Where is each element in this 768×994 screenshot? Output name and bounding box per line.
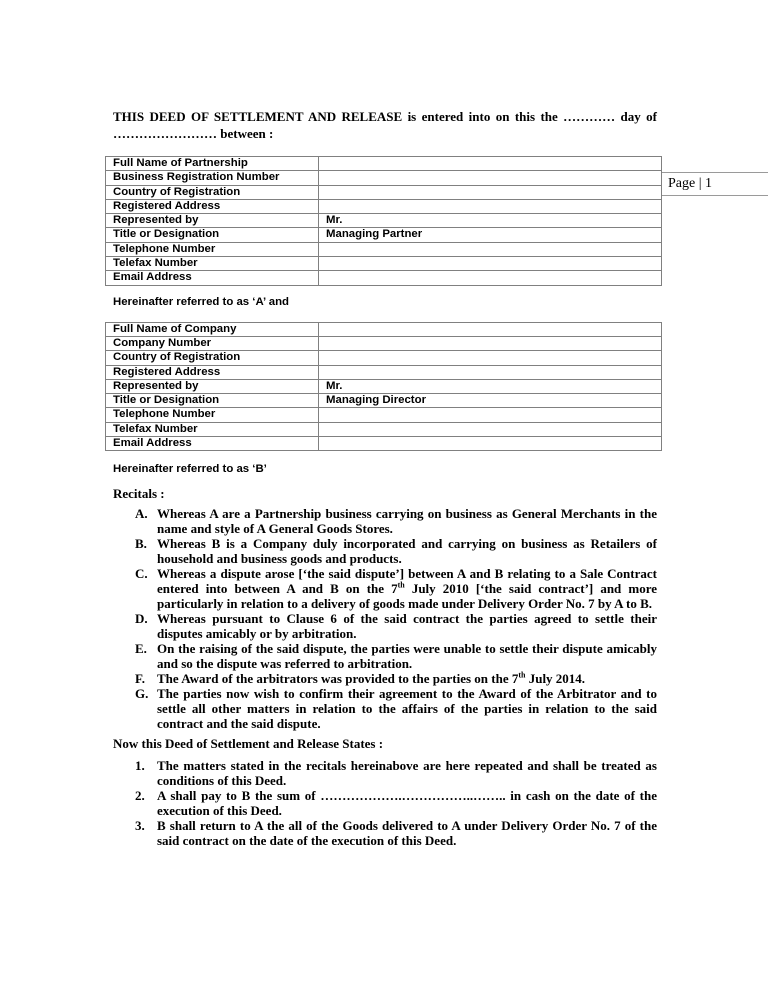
field-label: Company Number xyxy=(106,336,319,350)
recitals-list xyxy=(113,506,657,731)
list-marker: C. xyxy=(135,566,148,582)
field-label: Country of Registration xyxy=(106,185,319,199)
party-a-referred: Hereinafter referred to as ‘A’ and xyxy=(113,295,289,308)
list-marker: E. xyxy=(135,641,147,657)
list-text: Whereas A are a Partnership business carrying on business as General Merchants in the name and style of A General Goods Stores. xyxy=(157,506,657,537)
list-marker: 2. xyxy=(135,788,145,804)
list-text: B shall return to A the all of the Goods delivered to A under Delivery Order No. 7 of the said contract on the date of the execution of this Deed. xyxy=(157,818,657,849)
field-label: Registered Address xyxy=(106,199,319,213)
list-marker: 1. xyxy=(135,758,145,774)
field-label: Email Address xyxy=(106,437,319,451)
field-label: Title or Designation xyxy=(106,228,319,242)
field-label: Represented by xyxy=(106,214,319,228)
list-text: The matters stated in the recitals hereinabove are here repeated and shall be treated as conditions of this Deed. xyxy=(157,758,657,789)
field-label: Represented by xyxy=(106,379,319,393)
table-row xyxy=(106,408,662,422)
clause-item xyxy=(113,818,657,848)
table-row xyxy=(106,242,662,256)
field-value: Mr. xyxy=(319,379,662,393)
field-value: Mr. xyxy=(319,214,662,228)
table-row xyxy=(106,171,662,185)
field-value xyxy=(319,257,662,271)
field-value xyxy=(319,365,662,379)
recital-item xyxy=(113,671,657,686)
recital-item xyxy=(113,536,657,566)
table-row xyxy=(106,214,662,228)
field-value xyxy=(319,242,662,256)
field-label: Telephone Number xyxy=(106,408,319,422)
states-heading: Now this Deed of Settlement and Release States : xyxy=(113,736,384,752)
list-marker: B. xyxy=(135,536,147,552)
table-row xyxy=(106,336,662,350)
list-text: A shall pay to B the sum of ……………….……………..…….. in cash on the date of the execution of this Deed. xyxy=(157,788,657,819)
table-row xyxy=(106,228,662,242)
list-marker: G. xyxy=(135,686,149,702)
list-text: Whereas B is a Company duly incorporated and carrying on business as Retailers of household and business goods and products. xyxy=(157,536,657,567)
page-number-tag xyxy=(662,172,768,196)
table-row xyxy=(106,422,662,436)
field-value xyxy=(319,351,662,365)
field-value xyxy=(319,171,662,185)
recital-item xyxy=(113,566,657,611)
party-b-referred: Hereinafter referred to as ‘B’ xyxy=(113,463,267,476)
recitals-heading: Recitals : xyxy=(113,486,165,502)
page-number: Page | 1 xyxy=(668,176,713,191)
field-value xyxy=(319,322,662,336)
field-value: Managing Partner xyxy=(319,228,662,242)
recital-item xyxy=(113,611,657,641)
field-value xyxy=(319,422,662,436)
field-label: Country of Registration xyxy=(106,351,319,365)
field-value xyxy=(319,437,662,451)
table-row xyxy=(106,257,662,271)
states-list xyxy=(113,758,657,848)
list-text: July 2014. xyxy=(525,671,586,687)
recital-item xyxy=(113,686,657,731)
field-value: Managing Director xyxy=(319,394,662,408)
recital-item xyxy=(113,506,657,536)
list-text: On the raising of the said dispute, the parties were unable to settle their dispute amicably and so the dispute was referred to arbitration. xyxy=(157,641,657,672)
field-label: Email Address xyxy=(106,271,319,285)
field-label: Full Name of Company xyxy=(106,322,319,336)
field-value xyxy=(319,199,662,213)
list-text: July 2010 [‘the said contract’] and more particularly in relation to a delivery of goods made under Delivery Order No. 7 by A to B. xyxy=(157,581,657,612)
table-row xyxy=(106,351,662,365)
ordinal-suffix: th xyxy=(397,581,405,591)
field-value xyxy=(319,157,662,171)
field-value xyxy=(319,336,662,350)
field-value xyxy=(319,185,662,199)
field-label: Business Registration Number xyxy=(106,171,319,185)
list-text: Whereas a dispute arose [‘the said dispute’] between A and B relating to a Sale Contract entered into between A and B on the 7 xyxy=(157,566,657,597)
field-value xyxy=(319,408,662,422)
party-a-table xyxy=(105,156,662,286)
table-row xyxy=(106,199,662,213)
field-label: Full Name of Partnership xyxy=(106,157,319,171)
party-b-table xyxy=(105,322,662,452)
list-text: The parties now wish to confirm their agreement to the Award of the Arbitrator and to settle all other matters in relation to the affairs of the parties in relation to the said contract and the said dispute. xyxy=(157,686,657,732)
clause-item xyxy=(113,788,657,818)
table-row xyxy=(106,271,662,285)
table-row xyxy=(106,157,662,171)
list-marker: D. xyxy=(135,611,148,627)
field-label: Title or Designation xyxy=(106,394,319,408)
clause-item xyxy=(113,758,657,788)
field-label: Telefax Number xyxy=(106,422,319,436)
field-label: Telephone Number xyxy=(106,242,319,256)
field-label: Telefax Number xyxy=(106,257,319,271)
list-text: Whereas pursuant to Clause 6 of the said contract the parties agreed to settle their disputes amicably or by arbitration. xyxy=(157,611,657,642)
table-row xyxy=(106,437,662,451)
list-marker: 3. xyxy=(135,818,145,834)
list-marker: F. xyxy=(135,671,145,687)
table-row xyxy=(106,185,662,199)
deed-intro: THIS DEED OF SETTLEMENT AND RELEASE is entered into on this the ………… day of …………………… between : xyxy=(113,109,657,141)
table-row xyxy=(106,322,662,336)
deed-document xyxy=(113,108,657,848)
field-value xyxy=(319,271,662,285)
list-marker: A. xyxy=(135,506,148,522)
list-text: The Award of the arbitrators was provided to the parties on the 7 xyxy=(157,671,519,687)
field-label: Registered Address xyxy=(106,365,319,379)
table-row xyxy=(106,379,662,393)
table-row xyxy=(106,394,662,408)
recital-item xyxy=(113,641,657,671)
ordinal-suffix: th xyxy=(518,671,526,681)
table-row xyxy=(106,365,662,379)
